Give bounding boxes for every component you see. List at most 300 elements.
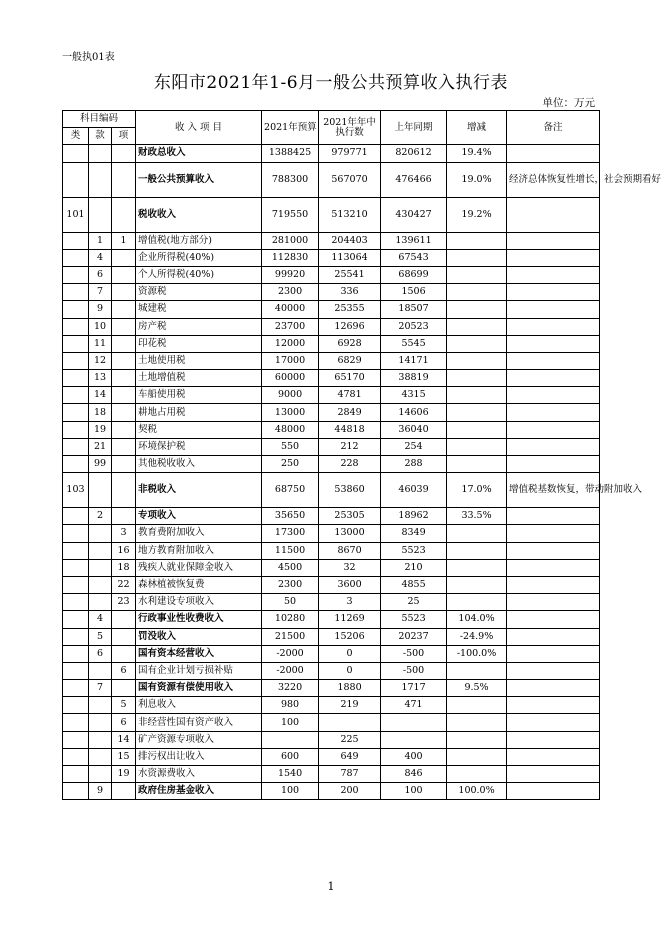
budget-cell: 788300 xyxy=(262,162,319,197)
xiang-cell xyxy=(112,473,136,508)
last-year-cell: 430427 xyxy=(381,197,447,232)
table-row xyxy=(63,387,600,404)
change-cell xyxy=(447,421,507,438)
lei-cell xyxy=(63,697,89,714)
item-name-cell: 排污权出让收入 xyxy=(136,748,262,765)
remark-cell xyxy=(507,783,600,800)
lei-cell xyxy=(63,662,89,679)
remark-cell xyxy=(507,525,600,542)
budget-cell: 100 xyxy=(262,714,319,731)
midyear-cell: 513210 xyxy=(319,197,381,232)
xiang-cell: 6 xyxy=(112,714,136,731)
item-name-cell: 其他税收收入 xyxy=(136,456,262,473)
midyear-cell: 25305 xyxy=(319,508,381,525)
change-cell xyxy=(447,576,507,593)
change-cell xyxy=(447,232,507,249)
change-cell xyxy=(447,318,507,335)
table-row xyxy=(63,421,600,438)
table-row xyxy=(63,232,600,249)
lei-cell xyxy=(63,748,89,765)
budget-cell: 600 xyxy=(262,748,319,765)
midyear-cell: 0 xyxy=(319,662,381,679)
last-year-cell: 25 xyxy=(381,594,447,611)
midyear-cell: 228 xyxy=(319,456,381,473)
remark-header: 备注 xyxy=(507,111,600,145)
change-cell xyxy=(447,284,507,301)
lei-cell xyxy=(63,594,89,611)
kuan-cell xyxy=(89,594,112,611)
last-year-cell: -500 xyxy=(381,645,447,662)
xiang-cell xyxy=(112,628,136,645)
budget-cell: 3220 xyxy=(262,680,319,697)
lei-cell xyxy=(63,508,89,525)
kuan-cell: 19 xyxy=(89,421,112,438)
last-year-cell: 68699 xyxy=(381,266,447,283)
budget-cell: 1540 xyxy=(262,766,319,783)
item-name-cell: 土地增值税 xyxy=(136,370,262,387)
table-row xyxy=(63,456,600,473)
last-year-cell: 36040 xyxy=(381,421,447,438)
last-year-cell: 8349 xyxy=(381,525,447,542)
last-year-cell: 846 xyxy=(381,766,447,783)
xiang-cell xyxy=(112,266,136,283)
midyear-cell: 113064 xyxy=(319,249,381,266)
xiang-cell: 22 xyxy=(112,576,136,593)
change-cell: 33.5% xyxy=(447,508,507,525)
xiang-cell: 14 xyxy=(112,731,136,748)
budget-cell: -2000 xyxy=(262,645,319,662)
remark-cell xyxy=(507,301,600,318)
lei-cell xyxy=(63,628,89,645)
midyear-cell: 787 xyxy=(319,766,381,783)
xiang-cell xyxy=(112,145,136,162)
xiang-cell xyxy=(112,197,136,232)
kuan-cell xyxy=(89,145,112,162)
xiang-cell: 19 xyxy=(112,766,136,783)
lei-cell xyxy=(63,318,89,335)
remark-cell xyxy=(507,697,600,714)
item-name-cell: 残疾人就业保障金收入 xyxy=(136,559,262,576)
table-row xyxy=(63,335,600,352)
item-name-cell: 环境保护税 xyxy=(136,438,262,455)
last-year-cell: 471 xyxy=(381,697,447,714)
midyear-cell: 2849 xyxy=(319,404,381,421)
xiang-cell: 18 xyxy=(112,559,136,576)
lei-cell xyxy=(63,301,89,318)
last-year-cell: 14171 xyxy=(381,352,447,369)
last-year-cell: 38819 xyxy=(381,370,447,387)
last-year-cell xyxy=(381,714,447,731)
table-row xyxy=(63,473,600,508)
table-row xyxy=(63,628,600,645)
midyear-cell: 225 xyxy=(319,731,381,748)
midyear-cell: 12696 xyxy=(319,318,381,335)
kuan-header: 款 xyxy=(89,128,112,145)
midyear-cell: 15206 xyxy=(319,628,381,645)
midyear-header-line2: 执行数 xyxy=(335,126,364,138)
change-cell: 19.2% xyxy=(447,197,507,232)
item-name-cell: 企业所得税(40%) xyxy=(136,249,262,266)
last-year-cell: 18507 xyxy=(381,301,447,318)
lei-cell xyxy=(63,783,89,800)
budget-cell: 1388425 xyxy=(262,145,319,162)
table-row xyxy=(63,438,600,455)
midyear-cell: 3 xyxy=(319,594,381,611)
item-name-cell: 专项收入 xyxy=(136,508,262,525)
kuan-cell: 2 xyxy=(89,508,112,525)
last-year-cell: 20523 xyxy=(381,318,447,335)
item-name-cell: 税收收入 xyxy=(136,197,262,232)
item-name-cell: 非税收入 xyxy=(136,473,262,508)
table-row xyxy=(63,301,600,318)
xiang-cell xyxy=(112,611,136,628)
item-name-cell: 教育费附加收入 xyxy=(136,525,262,542)
item-name-cell: 地方教育附加收入 xyxy=(136,542,262,559)
budget-cell: 100 xyxy=(262,783,319,800)
budget-cell: 48000 xyxy=(262,421,319,438)
xiang-cell xyxy=(112,456,136,473)
remark-cell xyxy=(507,542,600,559)
lei-header: 类 xyxy=(63,128,89,145)
kuan-cell: 13 xyxy=(89,370,112,387)
xiang-cell: 1 xyxy=(112,232,136,249)
change-cell xyxy=(447,542,507,559)
change-cell xyxy=(447,404,507,421)
budget-cell: 11500 xyxy=(262,542,319,559)
last-year-cell: 1717 xyxy=(381,680,447,697)
lei-cell xyxy=(63,352,89,369)
change-cell xyxy=(447,456,507,473)
remark-cell xyxy=(507,387,600,404)
change-cell: 19.0% xyxy=(447,162,507,197)
last-year-cell: 5545 xyxy=(381,335,447,352)
xiang-cell: 6 xyxy=(112,662,136,679)
midyear-cell: 65170 xyxy=(319,370,381,387)
lei-cell xyxy=(63,611,89,628)
kuan-cell xyxy=(89,766,112,783)
midyear-cell: 567070 xyxy=(319,162,381,197)
table-row xyxy=(63,662,600,679)
lei-cell xyxy=(63,370,89,387)
xiang-cell: 15 xyxy=(112,748,136,765)
last-year-cell: 254 xyxy=(381,438,447,455)
midyear-cell: 25541 xyxy=(319,266,381,283)
lei-cell: 101 xyxy=(63,197,89,232)
last-year-cell: 4855 xyxy=(381,576,447,593)
lei-cell xyxy=(63,645,89,662)
kuan-cell: 7 xyxy=(89,284,112,301)
midyear-cell xyxy=(319,714,381,731)
item-name-cell: 国有资源有偿使用收入 xyxy=(136,680,262,697)
budget-cell: 2300 xyxy=(262,576,319,593)
midyear-cell: 4781 xyxy=(319,387,381,404)
last-year-cell: 46039 xyxy=(381,473,447,508)
budget-cell: 17300 xyxy=(262,525,319,542)
midyear-header xyxy=(319,111,381,145)
remark-cell xyxy=(507,318,600,335)
remark-cell xyxy=(507,628,600,645)
lei-cell xyxy=(63,731,89,748)
remark-cell xyxy=(507,662,600,679)
table-row xyxy=(63,680,600,697)
item-name-cell: 利息收入 xyxy=(136,697,262,714)
table-row xyxy=(63,766,600,783)
remark-cell xyxy=(507,645,600,662)
change-cell xyxy=(447,266,507,283)
budget-cell: 23700 xyxy=(262,318,319,335)
budget-cell: 35650 xyxy=(262,508,319,525)
table-row xyxy=(63,783,600,800)
lei-cell xyxy=(63,559,89,576)
lei-cell xyxy=(63,162,89,197)
item-name-cell: 行政事业性收费收入 xyxy=(136,611,262,628)
midyear-cell: 25355 xyxy=(319,301,381,318)
table-row xyxy=(63,266,600,283)
last-year-cell: 14606 xyxy=(381,404,447,421)
remark-cell xyxy=(507,456,600,473)
midyear-cell: 11269 xyxy=(319,611,381,628)
change-cell xyxy=(447,766,507,783)
item-name-cell: 个人所得税(40%) xyxy=(136,266,262,283)
last-year-cell: 400 xyxy=(381,748,447,765)
xiang-cell xyxy=(112,284,136,301)
item-name-cell: 森林植被恢复费 xyxy=(136,576,262,593)
item-name-cell: 一般公共预算收入 xyxy=(136,162,262,197)
change-cell xyxy=(447,352,507,369)
table-row xyxy=(63,404,600,421)
remark-cell xyxy=(507,145,600,162)
midyear-cell: 6829 xyxy=(319,352,381,369)
kuan-cell xyxy=(89,542,112,559)
kuan-cell xyxy=(89,714,112,731)
lei-cell xyxy=(63,714,89,731)
kuan-cell: 9 xyxy=(89,783,112,800)
remark-cell xyxy=(507,680,600,697)
lei-cell xyxy=(63,680,89,697)
budget-cell: 12000 xyxy=(262,335,319,352)
last-year-cell xyxy=(381,731,447,748)
kuan-cell xyxy=(89,162,112,197)
item-name-cell: 政府住房基金收入 xyxy=(136,783,262,800)
midyear-cell: 13000 xyxy=(319,525,381,542)
kuan-cell: 9 xyxy=(89,301,112,318)
remark-cell xyxy=(507,232,600,249)
xiang-cell xyxy=(112,352,136,369)
midyear-cell: 204403 xyxy=(319,232,381,249)
kuan-cell: 6 xyxy=(89,266,112,283)
budget-cell: 10280 xyxy=(262,611,319,628)
budget-cell: 99920 xyxy=(262,266,319,283)
remark-cell xyxy=(507,266,600,283)
table-row xyxy=(63,508,600,525)
kuan-cell xyxy=(89,559,112,576)
midyear-header-line1: 2021年年中 xyxy=(323,116,376,128)
last-year-cell: 18962 xyxy=(381,508,447,525)
lei-cell xyxy=(63,284,89,301)
item-name-cell: 增值税(地方部分) xyxy=(136,232,262,249)
last-year-cell: 1506 xyxy=(381,284,447,301)
change-cell: 100.0% xyxy=(447,783,507,800)
last-year-cell: 476466 xyxy=(381,162,447,197)
table-row xyxy=(63,645,600,662)
remark-cell xyxy=(507,559,600,576)
unit-label: 单位：万元 xyxy=(542,97,595,109)
last-year-cell: 5523 xyxy=(381,611,447,628)
remark-cell xyxy=(507,335,600,352)
kuan-cell xyxy=(89,525,112,542)
change-cell: -24.9% xyxy=(447,628,507,645)
kuan-cell xyxy=(89,197,112,232)
change-cell xyxy=(447,370,507,387)
remark-cell xyxy=(507,748,600,765)
table-row xyxy=(63,197,600,232)
budget-cell: 2300 xyxy=(262,284,319,301)
budget-cell xyxy=(262,731,319,748)
last-year-cell: 5523 xyxy=(381,542,447,559)
table-row xyxy=(63,748,600,765)
budget-cell: 50 xyxy=(262,594,319,611)
budget-cell: 112830 xyxy=(262,249,319,266)
kuan-cell: 18 xyxy=(89,404,112,421)
midyear-cell: 32 xyxy=(319,559,381,576)
lei-cell xyxy=(63,404,89,421)
form-code: 一般执01表 xyxy=(62,52,115,63)
last-year-cell: 288 xyxy=(381,456,447,473)
xiang-cell: 16 xyxy=(112,542,136,559)
item-name-cell: 非经营性国有资产收入 xyxy=(136,714,262,731)
last-year-cell: 100 xyxy=(381,783,447,800)
kuan-cell: 5 xyxy=(89,628,112,645)
kuan-cell xyxy=(89,662,112,679)
xiang-cell xyxy=(112,783,136,800)
remark-cell xyxy=(507,404,600,421)
budget-cell: 719550 xyxy=(262,197,319,232)
table-row xyxy=(63,249,600,266)
table-row xyxy=(63,162,600,197)
budget-cell: -2000 xyxy=(262,662,319,679)
item-name-cell: 水资源费收入 xyxy=(136,766,262,783)
remark-cell xyxy=(507,731,600,748)
last-year-cell: 20237 xyxy=(381,628,447,645)
table-row xyxy=(63,145,600,162)
table-row xyxy=(63,559,600,576)
xiang-cell xyxy=(112,335,136,352)
kuan-cell: 4 xyxy=(89,249,112,266)
lei-cell xyxy=(63,387,89,404)
lei-cell xyxy=(63,421,89,438)
xiang-cell xyxy=(112,318,136,335)
item-name-cell: 资源税 xyxy=(136,284,262,301)
lei-cell xyxy=(63,232,89,249)
change-cell xyxy=(447,662,507,679)
budget-cell: 980 xyxy=(262,697,319,714)
kuan-cell xyxy=(89,697,112,714)
last-year-header: 上年同期 xyxy=(381,111,447,145)
change-cell: 9.5% xyxy=(447,680,507,697)
kuan-cell: 6 xyxy=(89,645,112,662)
lei-cell xyxy=(63,335,89,352)
last-year-cell: 210 xyxy=(381,559,447,576)
item-name-cell: 城建税 xyxy=(136,301,262,318)
change-cell xyxy=(447,559,507,576)
table-row xyxy=(63,697,600,714)
table-row xyxy=(63,284,600,301)
budget-cell: 68750 xyxy=(262,473,319,508)
table-row xyxy=(63,542,600,559)
table-row xyxy=(63,731,600,748)
kuan-cell xyxy=(89,748,112,765)
remark-cell xyxy=(507,576,600,593)
budget-cell: 40000 xyxy=(262,301,319,318)
change-cell xyxy=(447,438,507,455)
xiang-cell xyxy=(112,645,136,662)
item-name-cell: 罚没收入 xyxy=(136,628,262,645)
lei-cell: 103 xyxy=(63,473,89,508)
lei-cell xyxy=(63,249,89,266)
xiang-cell xyxy=(112,680,136,697)
item-name-cell: 水利建设专项收入 xyxy=(136,594,262,611)
budget-cell: 60000 xyxy=(262,370,319,387)
table-row xyxy=(63,370,600,387)
remark-cell xyxy=(507,438,600,455)
table-row xyxy=(63,714,600,731)
kuan-cell: 4 xyxy=(89,611,112,628)
midyear-cell: 8670 xyxy=(319,542,381,559)
lei-cell xyxy=(63,542,89,559)
xiang-cell xyxy=(112,387,136,404)
xiang-cell xyxy=(112,438,136,455)
remark-cell xyxy=(507,352,600,369)
lei-cell xyxy=(63,766,89,783)
xiang-cell: 5 xyxy=(112,697,136,714)
item-name-cell: 车船使用税 xyxy=(136,387,262,404)
midyear-cell: 219 xyxy=(319,697,381,714)
midyear-cell: 649 xyxy=(319,748,381,765)
xiang-cell xyxy=(112,421,136,438)
xiang-cell xyxy=(112,370,136,387)
budget-table-body xyxy=(63,145,662,800)
change-cell xyxy=(447,697,507,714)
remark-cell xyxy=(507,714,600,731)
kuan-cell: 11 xyxy=(89,335,112,352)
kuan-cell: 21 xyxy=(89,438,112,455)
lei-cell xyxy=(63,438,89,455)
budget-cell: 4500 xyxy=(262,559,319,576)
midyear-cell: 1880 xyxy=(319,680,381,697)
item-name-cell: 矿产资源专项收入 xyxy=(136,731,262,748)
budget-cell: 250 xyxy=(262,456,319,473)
change-cell xyxy=(447,525,507,542)
item-name-cell: 土地使用税 xyxy=(136,352,262,369)
last-year-cell: 4315 xyxy=(381,387,447,404)
subject-code-header: 科目编码 xyxy=(63,111,136,128)
kuan-cell xyxy=(89,576,112,593)
item-name-cell: 国有资本经营收入 xyxy=(136,645,262,662)
lei-cell xyxy=(63,145,89,162)
remark-cell: 增值税基数恢复，带动附加收入 xyxy=(507,473,600,508)
remark-cell xyxy=(507,284,600,301)
budget-cell: 9000 xyxy=(262,387,319,404)
budget-cell: 550 xyxy=(262,438,319,455)
table-row xyxy=(63,318,600,335)
lei-cell xyxy=(63,525,89,542)
xiang-cell xyxy=(112,404,136,421)
item-name-cell: 国有企业计划亏损补贴 xyxy=(136,662,262,679)
change-cell xyxy=(447,594,507,611)
lei-cell xyxy=(63,266,89,283)
xiang-cell xyxy=(112,508,136,525)
last-year-cell: 67543 xyxy=(381,249,447,266)
